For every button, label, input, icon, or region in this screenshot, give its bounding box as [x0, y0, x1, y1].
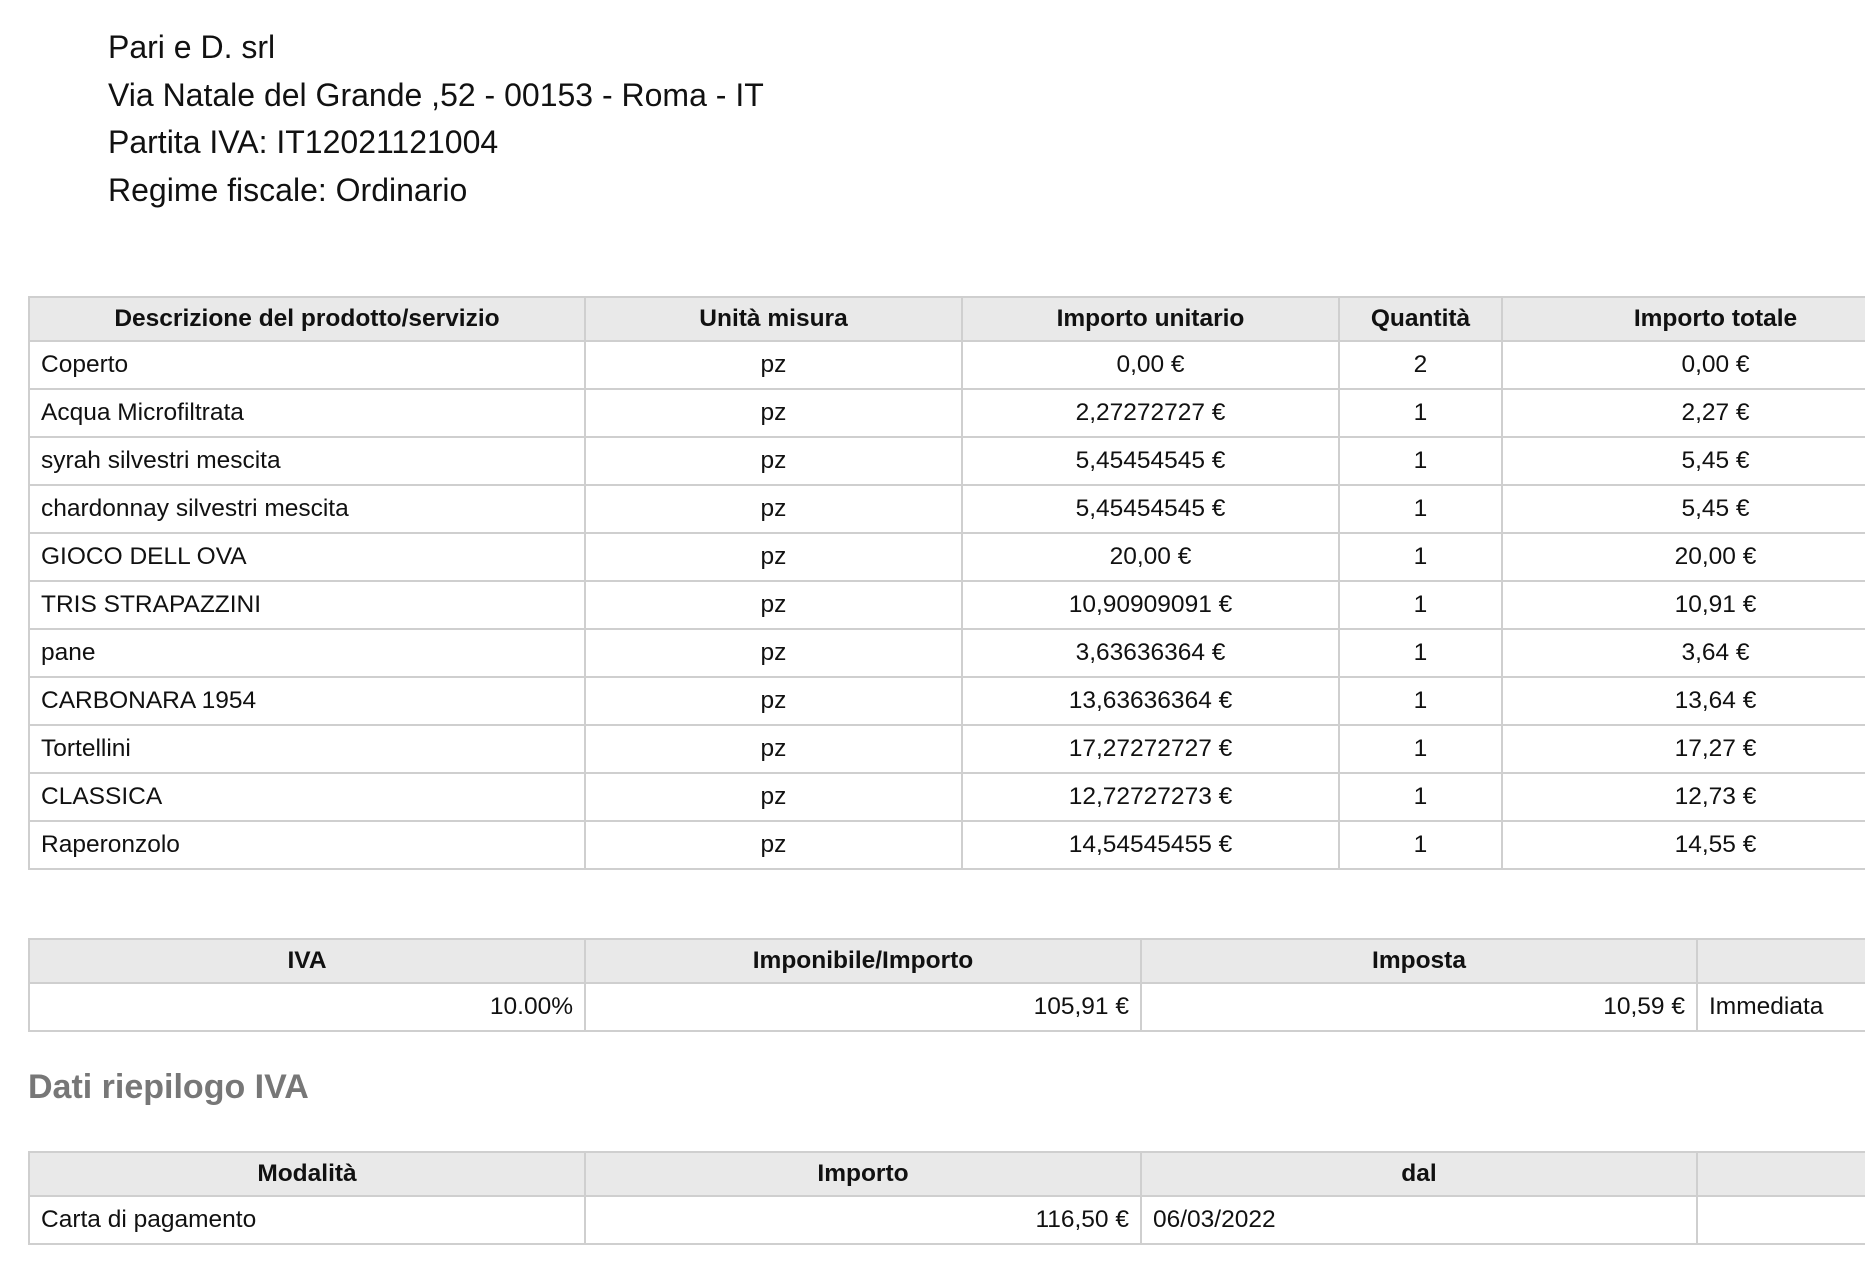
item-quantity: 1 — [1339, 773, 1502, 821]
supplier-tax-regime: Regime fiscale: Ordinario — [108, 171, 468, 208]
item-total: 5,45 € — [1502, 485, 1865, 533]
item-total: 5,45 € — [1502, 437, 1865, 485]
item-description: Raperonzolo — [29, 821, 585, 869]
payment-table — [28, 1151, 1865, 1245]
header-description: Descrizione del prodotto/servizio — [29, 297, 585, 341]
header-payment-extra — [1697, 1152, 1865, 1196]
item-description: Acqua Microfiltrata — [29, 389, 585, 437]
payment-header-row — [29, 1152, 1865, 1196]
item-quantity: 1 — [1339, 629, 1502, 677]
table-row — [29, 581, 1865, 629]
items-table — [28, 296, 1865, 870]
table-row — [29, 533, 1865, 581]
item-description: Coperto — [29, 341, 585, 389]
header-extra — [1697, 939, 1865, 983]
items-header-row — [29, 297, 1865, 341]
item-unit: pz — [585, 437, 962, 485]
item-unit: pz — [585, 341, 962, 389]
item-unit-price: 20,00 € — [962, 533, 1339, 581]
item-quantity: 2 — [1339, 341, 1502, 389]
header-unit: Unità misura — [585, 297, 962, 341]
table-row — [29, 629, 1865, 677]
payment-from-date: 06/03/2022 — [1141, 1196, 1697, 1244]
item-description: pane — [29, 629, 585, 677]
header-quantity: Quantità — [1339, 297, 1502, 341]
table-row — [29, 773, 1865, 821]
item-unit: pz — [585, 725, 962, 773]
table-row — [29, 821, 1865, 869]
item-unit-price: 5,45454545 € — [962, 485, 1339, 533]
item-unit: pz — [585, 581, 962, 629]
table-row — [29, 1196, 1865, 1244]
item-quantity: 1 — [1339, 581, 1502, 629]
item-unit: pz — [585, 629, 962, 677]
item-description: TRIS STRAPAZZINI — [29, 581, 585, 629]
item-unit-price: 2,27272727 € — [962, 389, 1339, 437]
header-total: Importo totale — [1502, 297, 1865, 341]
header-taxable-amount: Imponibile/Importo — [585, 939, 1141, 983]
table-row — [29, 725, 1865, 773]
item-total: 0,00 € — [1502, 341, 1865, 389]
vat-table — [28, 938, 1865, 1032]
item-total: 10,91 € — [1502, 581, 1865, 629]
item-quantity: 1 — [1339, 533, 1502, 581]
table-row — [29, 677, 1865, 725]
item-unit: pz — [585, 677, 962, 725]
item-quantity: 1 — [1339, 725, 1502, 773]
supplier-address: Via Natale del Grande ,52 - 00153 - Roma - IT — [108, 76, 764, 113]
item-description: syrah silvestri mescita — [29, 437, 585, 485]
vat-tax: 10,59 € — [1141, 983, 1697, 1031]
vat-taxable-amount: 105,91 € — [585, 983, 1141, 1031]
table-row — [29, 389, 1865, 437]
item-total: 3,64 € — [1502, 629, 1865, 677]
item-quantity: 1 — [1339, 677, 1502, 725]
item-description: CARBONARA 1954 — [29, 677, 585, 725]
vat-summary-title: Dati riepilogo IVA — [28, 1068, 309, 1106]
item-total: 17,27 € — [1502, 725, 1865, 773]
item-unit-price: 0,00 € — [962, 341, 1339, 389]
item-total: 12,73 € — [1502, 773, 1865, 821]
item-unit: pz — [585, 773, 962, 821]
header-payment-from: dal — [1141, 1152, 1697, 1196]
item-total: 2,27 € — [1502, 389, 1865, 437]
item-unit-price: 10,90909091 € — [962, 581, 1339, 629]
table-row — [29, 437, 1865, 485]
header-payment-amount: Importo — [585, 1152, 1141, 1196]
item-total: 14,55 € — [1502, 821, 1865, 869]
supplier-info — [108, 24, 764, 214]
vat-collectability: Immediata — [1697, 983, 1865, 1031]
item-unit-price: 17,27272727 € — [962, 725, 1339, 773]
item-unit: pz — [585, 533, 962, 581]
header-payment-method: Modalità — [29, 1152, 585, 1196]
item-unit: pz — [585, 389, 962, 437]
item-description: Tortellini — [29, 725, 585, 773]
item-unit-price: 5,45454545 € — [962, 437, 1339, 485]
item-total: 20,00 € — [1502, 533, 1865, 581]
item-description: GIOCO DELL OVA — [29, 533, 585, 581]
header-vat-rate: IVA — [29, 939, 585, 983]
supplier-name: Pari e D. srl — [108, 29, 276, 65]
payment-method: Carta di pagamento — [29, 1196, 585, 1244]
payment-extra — [1697, 1196, 1865, 1244]
item-unit-price: 3,63636364 € — [962, 629, 1339, 677]
item-unit: pz — [585, 821, 962, 869]
item-unit: pz — [585, 485, 962, 533]
vat-rate: 10.00% — [29, 983, 585, 1031]
item-unit-price: 13,63636364 € — [962, 677, 1339, 725]
table-row — [29, 485, 1865, 533]
vat-header-row — [29, 939, 1865, 983]
item-unit-price: 14,54545455 € — [962, 821, 1339, 869]
item-quantity: 1 — [1339, 437, 1502, 485]
payment-amount: 116,50 € — [585, 1196, 1141, 1244]
item-quantity: 1 — [1339, 485, 1502, 533]
item-total: 13,64 € — [1502, 677, 1865, 725]
item-unit-price: 12,72727273 € — [962, 773, 1339, 821]
table-row — [29, 341, 1865, 389]
supplier-vat-number: Partita IVA: IT12021121004 — [108, 124, 499, 160]
item-quantity: 1 — [1339, 389, 1502, 437]
item-description: CLASSICA — [29, 773, 585, 821]
header-unit-price: Importo unitario — [962, 297, 1339, 341]
table-row — [29, 983, 1865, 1031]
item-quantity: 1 — [1339, 821, 1502, 869]
header-tax: Imposta — [1141, 939, 1697, 983]
item-description: chardonnay silvestri mescita — [29, 485, 585, 533]
